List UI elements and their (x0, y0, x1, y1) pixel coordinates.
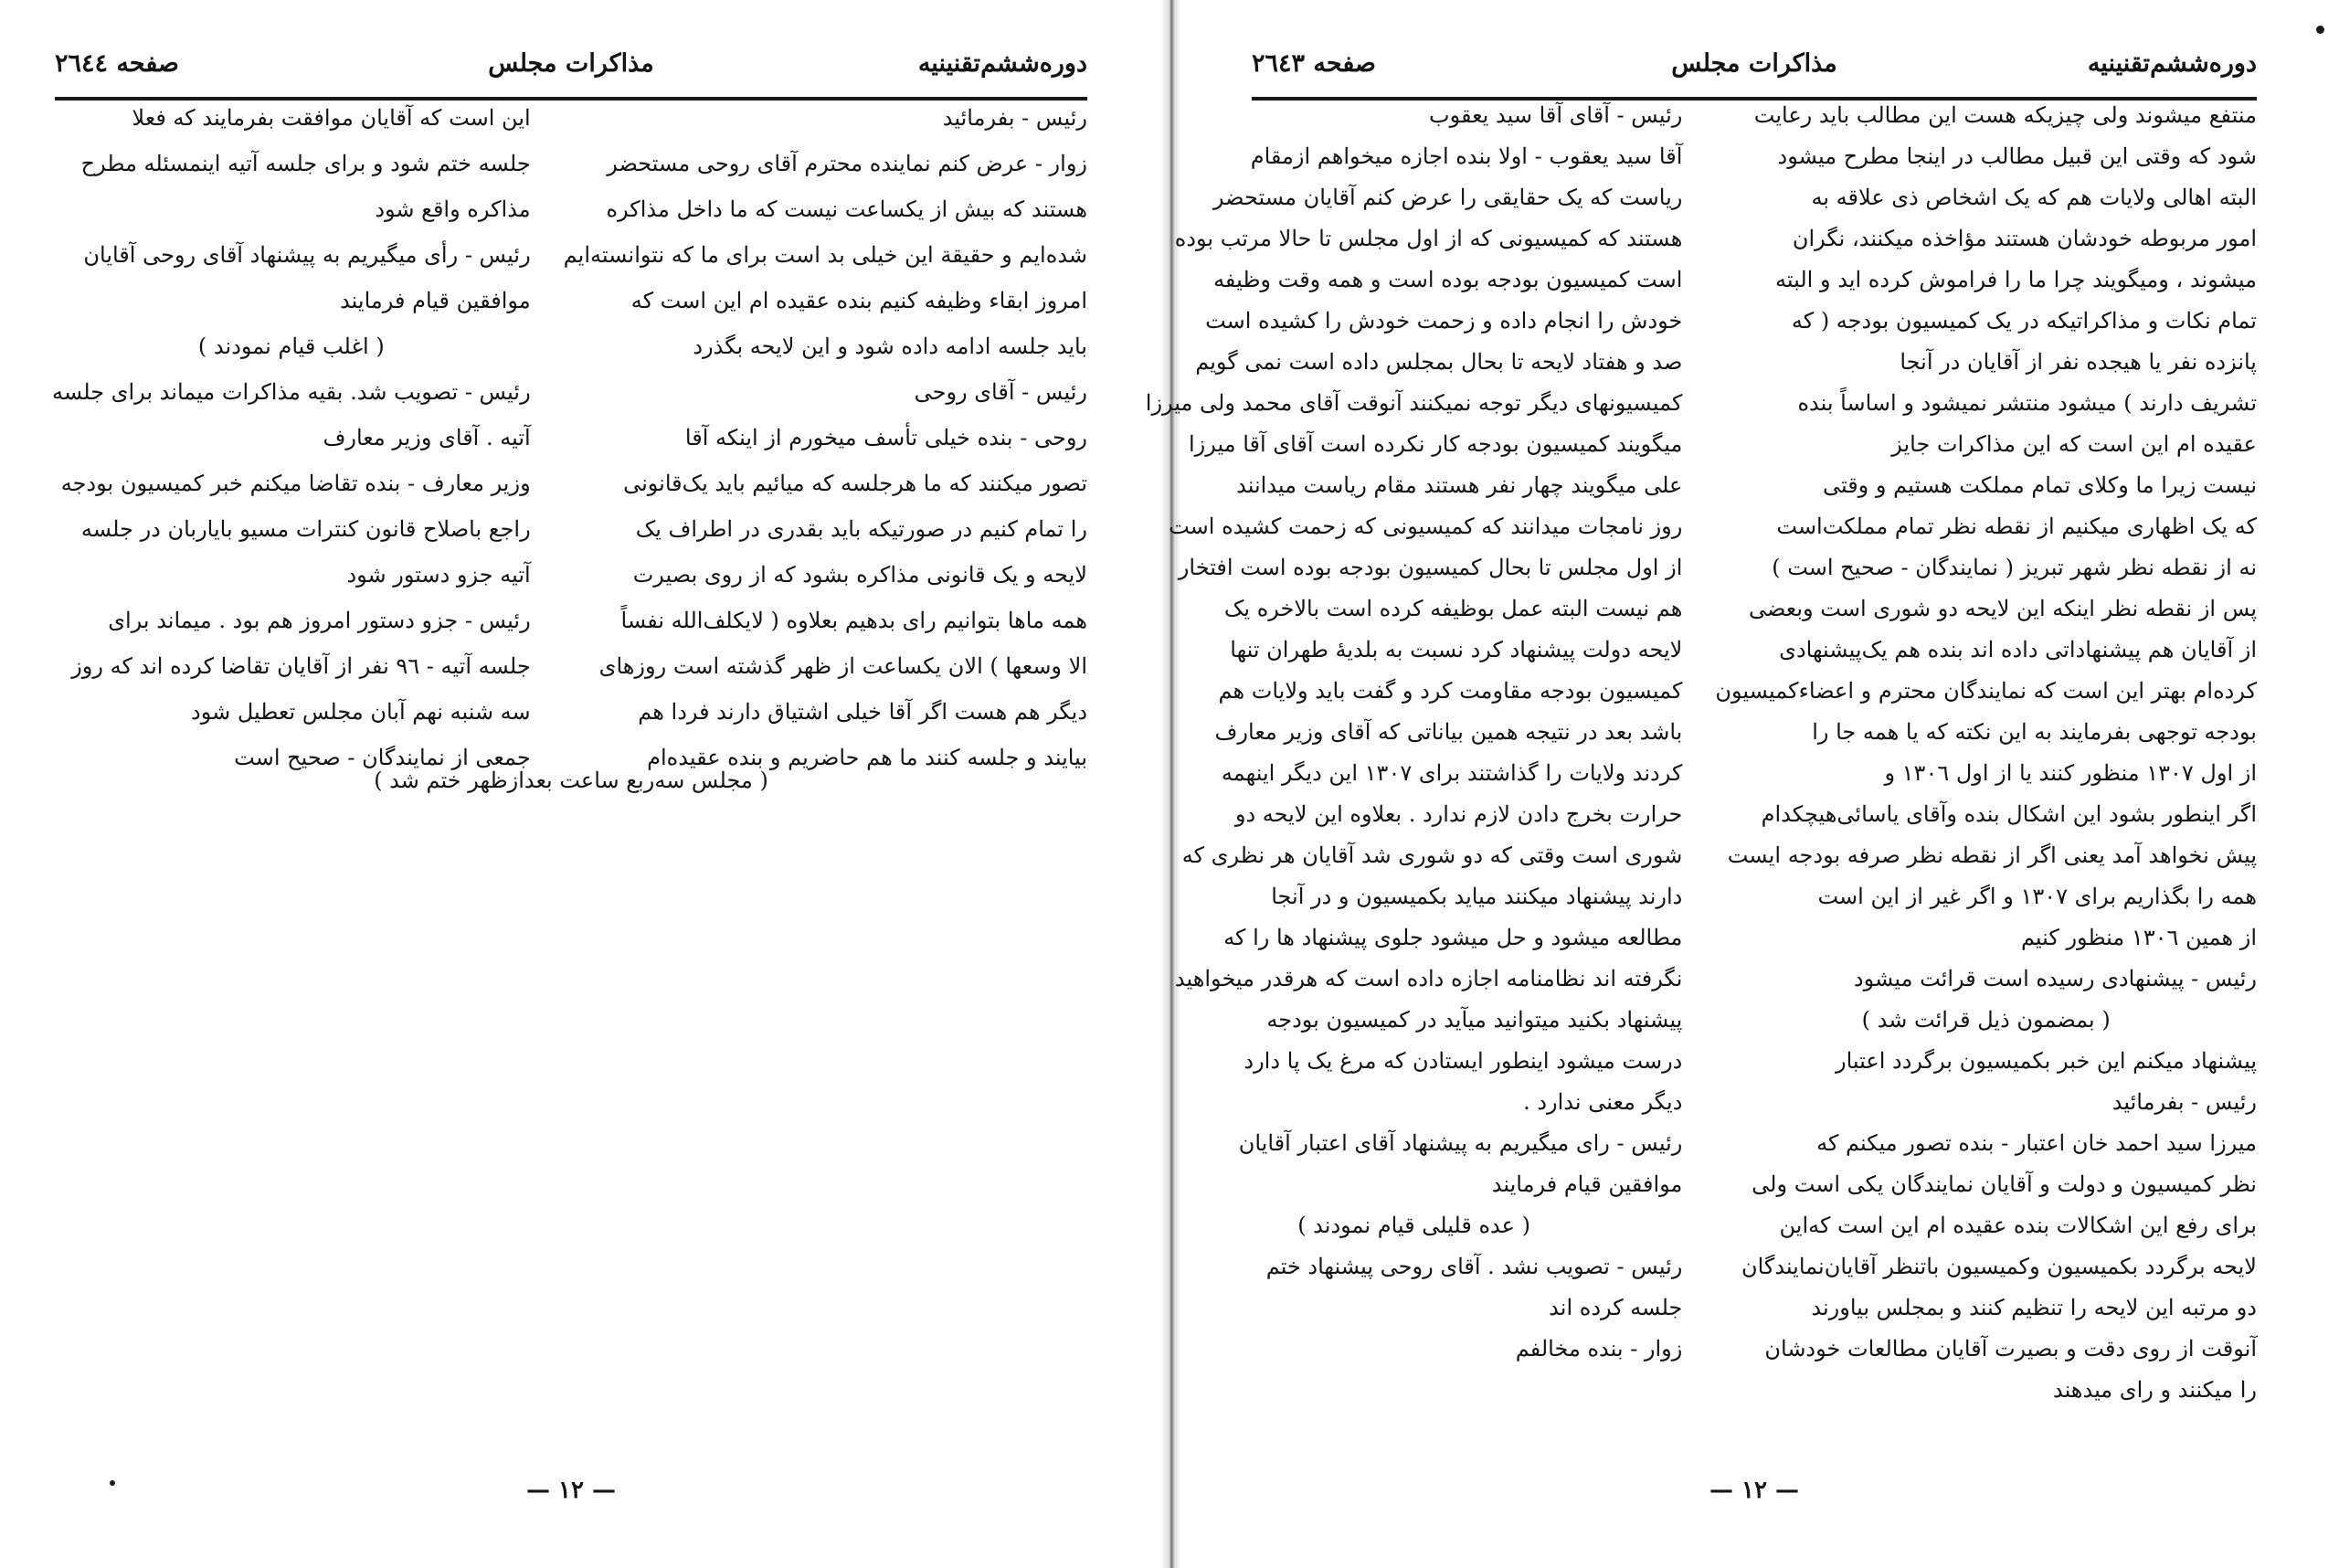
text-line: کرده‌ام بهتر این است که نمایندگان محترم و اعضاء‌کمیسیون (1715, 678, 2257, 704)
right-page-right-column (1715, 95, 2257, 1429)
text-line: باید جلسه ادامه داده شود و این لایحه بگذرد (693, 334, 1087, 359)
text-line: همه ماها بتوانیم رای بدهیم بعلاوه ( لایکلف‌الله نفساً (620, 608, 1087, 633)
text-line: شده‌ایم و حقیقة این خیلی بد است برای ما که نتوانسته‌ایم (563, 242, 1087, 268)
header-title: مذاکرات مجلس (1671, 49, 1837, 78)
text-line: رئیس - پیشنهادی رسیده است قرائت میشود (1853, 966, 2257, 991)
text-line: پس از نقطه نظر اینکه این لایحه دو شوری است وبعضی (1748, 596, 2257, 621)
text-line: از آقایان هم پیشنهاداتی داده اند بنده هم یک‌پیشنهادی (1779, 637, 2257, 662)
text-line: از اول مجلس تا بحال کمیسیون بودجه بوده است افتخار (1178, 555, 1683, 580)
text-line: رئیس - تصویب نشد . آقای روحی پیشنهاد ختم (1265, 1254, 1683, 1279)
text-line: پانزده نفر یا هیجده نفر از آقایان در آنجا (1900, 349, 2257, 375)
text-line: لایحه برگردد بکمیسیون وکمیسیون باتنظر آقایان‌نمایندگان (1741, 1254, 2257, 1279)
text-line: نگرفته اند نظامنامه اجازه داده است که هرقدر میخواهید (1174, 966, 1683, 991)
text-line: را تمام کنیم در صورتیکه باید بقدری در اطراف یک (635, 516, 1087, 542)
text-line: رئیس - آقای روحی (914, 379, 1087, 405)
text-line: امروز ابقاء وظیفه کنیم بنده عقیده ام این است که (630, 288, 1087, 313)
text-line: هم نیست البته عمل بوظیفه کرده است بالاخره یک (1223, 596, 1683, 621)
text-line: موافقین قیام فرمایند (1491, 1171, 1683, 1197)
text-line: لایحه و یک قانونی مذاکره بشود که از روی بصیرت (632, 562, 1087, 588)
header-page-number: صفحه ۲٦٤٤ (55, 49, 179, 78)
text-line: پیش نخواهد آمد یعنی اگر از نقطه نظر صرفه بودجه ایست (1727, 842, 2257, 868)
text-line: درست میشود اینطور ایستادن که مرغ یک پا دارد (1244, 1048, 1683, 1074)
text-line: امور مربوطه خودشان هستند مؤاخذه میکنند، نگران (1792, 226, 2257, 251)
text-line: از همین ۱۳۰٦ منظور کنیم (2020, 925, 2257, 950)
text-line: کردند ولایات را گذاشتند برای ۱۳۰۷ این دیگر اینهمه (1221, 760, 1683, 786)
text-line: جلسه کرده اند (1549, 1295, 1683, 1320)
text-line: ( بمضمون ذیل قرائت شد ) (1861, 1007, 2111, 1033)
text-line: کمیسیون بودجه مقاومت کرد و گفت باید ولایات هم (1218, 678, 1683, 704)
text-line: دیگر هم هست اگر آقا خیلی اشتیاق دارند فردا هم (638, 699, 1087, 725)
text-line: جلسه آتیه - ٩٦ نفر از آقایان تقاضا کرده اند که روز (71, 653, 531, 679)
text-line: پیشنهاد بکنید میتوانید میآید در کمیسیون بودجه (1266, 1007, 1683, 1033)
text-line: ( اغلب قیام نمودند ) (197, 334, 385, 359)
text-line: که یک اظهاری میکنیم از نقطه نظر تمام مملکت‌است (1776, 514, 2257, 539)
text-line: دو مرتبه این لایحه را تنظیم کنند و بمجلس بیاورند (1811, 1295, 2257, 1320)
left-page-right-column (564, 95, 1087, 1429)
text-line: رئیس - آقای آقا سید یعقوب (1428, 102, 1683, 128)
text-line: اگر اینطور بشود این اشکال بنده وآقای یاسائی‌هیچکدام (1761, 801, 2257, 827)
text-line: ریاست که یک حقایقی را عرض کنم آقایان مستحضر (1212, 185, 1683, 210)
scan-speck (110, 1480, 115, 1486)
text-line: رئیس - تصویب شد. بقیه مذاکرات میماند برای جلسه (51, 379, 531, 405)
text-line: جلسه ختم شود و برای جلسه آتیه اینمسئله مطرح (80, 151, 531, 176)
text-line: رئیس - بفرمائید (942, 105, 1087, 131)
text-line: برای رفع این اشکالات بنده عقیده ام این است که‌این (1779, 1213, 2257, 1238)
text-line: میشوند ، ومیگویند چرا ما را فراموش کرده اید و البته (1775, 267, 2257, 292)
header-session: دوره‌ششم‌تقنینیه (917, 49, 1087, 78)
text-line: سه شنبه نهم آبان مجلس تعطیل شود (191, 699, 531, 725)
left-page-columns (51, 95, 1087, 1429)
text-line: موافقین قیام فرمایند (340, 288, 531, 313)
text-line: صد و هفتاد لایحه تا بحال بمجلس داده است نمی گویم (1195, 349, 1683, 375)
text-line: شوری است وقتی که دو شوری شد آقایان هر نظری که (1181, 842, 1683, 868)
text-line: آتیه . آقای وزیر معارف (323, 425, 531, 450)
text-line: رئیس - رأی میگیریم به پیشنهاد آقای روحی آقایان (83, 242, 531, 268)
text-line: این است که آقایان موافقت بفرمایند که فعلا (132, 105, 531, 131)
text-line: رئیس - بفرمائید (2111, 1089, 2257, 1115)
text-line: میرزا سید احمد خان اعتبار - بنده تصور میکنم که (1816, 1130, 2257, 1156)
text-line: آقا سید یعقوب - اولا بنده اجازه میخواهم ازمقام (1250, 143, 1683, 169)
text-line: هستند که کمیسیونی که از اول مجلس تا حالا مرتب بوده (1174, 226, 1683, 251)
text-line: بودجه توجهی بفرمایند به این نکته که یا همه جا را (1812, 719, 2257, 745)
text-line: منتفع میشوند ولی چیزیکه هست این مطالب باید رعایت (1753, 102, 2257, 128)
left-page-header (55, 46, 1087, 101)
text-line: مذاکره واقع شود (375, 196, 531, 222)
text-line: علی میگویند چهار نفر هستند مقام ریاست میدانند (1236, 472, 1683, 498)
text-line: زوار - بنده مخالفم (1515, 1336, 1683, 1361)
left-page (51, 0, 1087, 1568)
text-line: دیگر معنی ندارد . (1523, 1089, 1683, 1115)
header-page-number: صفحه ۲٦٤۳ (1252, 49, 1376, 78)
text-line: راجع باصلاح قانون کنترات مسیو بایاربان در جلسه (80, 516, 531, 542)
text-line: خودش را انجام داده و زحمت خودش را کشیده است (1205, 308, 1683, 334)
text-line: است کمیسیون بودجه بوده است و همه وقت وظیفه (1213, 267, 1683, 292)
right-page-columns (1145, 95, 2257, 1429)
text-line: تصور میکنند که ما هرجلسه که میائیم باید یک‌قانونی (623, 471, 1087, 496)
text-line: نظر کمیسیون و دولت و آقایان نمایندگان یکی است ولی (1752, 1171, 2257, 1197)
text-line: نیست زیرا ما وکلای تمام مملکت هستیم و وقتی (1822, 472, 2257, 498)
header-session: دوره‌ششم‌تقنینیه (2087, 49, 2257, 78)
text-line: باشد بعد در نتیجه همین بیاناتی که آقای وزیر معارف (1214, 719, 1683, 745)
text-line: زوار - عرض کنم نماینده محترم آقای روحی مستحضر (607, 151, 1087, 176)
text-line: کمیسیونهای دیگر توجه نمیکنند آنوقت آقای محمد ولی میرزا (1145, 390, 1683, 416)
text-line: از اول ۱۳۰۷ منظور کنند یا از اول ۱۳۰٦ و (1884, 760, 2257, 786)
text-line: آنوقت از روی دقت و بصیرت آقایان مطالعات خودشان (1764, 1336, 2257, 1361)
text-line: رئیس - رای میگیریم به پیشنهاد آقای اعتبار آقایان (1238, 1130, 1683, 1156)
text-line: هستند که بیش از یکساعت نیست که ما داخل مذاکره (606, 196, 1087, 222)
right-page-footer-number: — ١٢ — (1709, 1477, 1800, 1504)
text-line: تمام نکات و مذاکراتیکه در یک کمیسیون بودجه ( که (1791, 308, 2257, 334)
header-title: مذاکرات مجلس (488, 49, 654, 78)
text-line: البته اهالی ولایات هم که یک اشخاص ذی علاقه به (1811, 185, 2257, 210)
text-line: وزیر معارف - بنده تقاضا میکنم خبر کمیسیون بودجه (60, 471, 531, 496)
text-line: نه از نقطه نظر شهر تبریز ( نمایندگان - صحیح است ) (1772, 555, 2257, 580)
left-page-footer-number: — ١٢ — (525, 1477, 617, 1504)
right-page (1145, 0, 2257, 1568)
left-page-left-column (52, 95, 531, 1429)
text-line: الا وسعها ) الان یکساعت از ظهر گذشته است روزهای (598, 653, 1087, 679)
text-line: رئیس - جزو دستور امروز هم بود . میماند برای (108, 608, 531, 633)
right-page-header (1252, 46, 2257, 101)
text-line: روز نامجات میدانند که کمیسیونی که زحمت کشیده است (1169, 514, 1683, 539)
session-closing-note: ( مجلس سه‌ربع ساعت بعدازظهر ختم شد ) (374, 768, 768, 793)
text-line: شود که وقتی این قبیل مطالب در اینجا مطرح میشود (1777, 143, 2257, 169)
text-line: همه را بگذاریم برای ۱۳۰۷ و اگر غیر از این است (1817, 884, 2257, 909)
text-line: جمعی از نمایندگان - صحیح است (234, 745, 531, 770)
text-line: ( عده قلیلی قیام نمودند ) (1297, 1213, 1530, 1238)
text-line: تشریف دارند ) میشود منتشر نمیشود و اساساً بنده (1797, 390, 2257, 416)
text-line: مطالعه میشود و حل میشود جلوی پیشنهاد ها را که (1223, 925, 1683, 950)
text-line: روحی - بنده خیلی تأسف میخورم از اینکه آقا (684, 425, 1087, 450)
text-line: آتیه جزو دستور شود (346, 562, 531, 588)
text-line: لایحه دولت پیشنهاد کرد نسبت به بلدیهٔ طهران تنها (1230, 637, 1683, 662)
text-line: را میکنند و رای میدهند (2052, 1377, 2257, 1403)
scan-speck (2316, 26, 2324, 34)
text-line: میگویند کمیسیون بودجه کار نکرده است آقای آقا میرزا (1188, 431, 1683, 457)
text-line: پیشنهاد میکنم این خبر بکمیسیون برگردد اعتبار (1836, 1048, 2257, 1074)
text-line: بیایند و جلسه کنند ما هم حاضریم و بنده عقیده‌ام (647, 745, 1087, 770)
text-line: حرارت بخرج دادن لازم ندارد . بعلاوه این لایحه دو (1234, 801, 1683, 827)
text-line: عقیده ام این است که این مذاکرات جایز (1891, 431, 2257, 457)
right-page-left-column (1146, 95, 1683, 1429)
text-line: دارند پیشنهاد میکنند میاید بکمیسیون و در آنجا (1271, 884, 1683, 909)
